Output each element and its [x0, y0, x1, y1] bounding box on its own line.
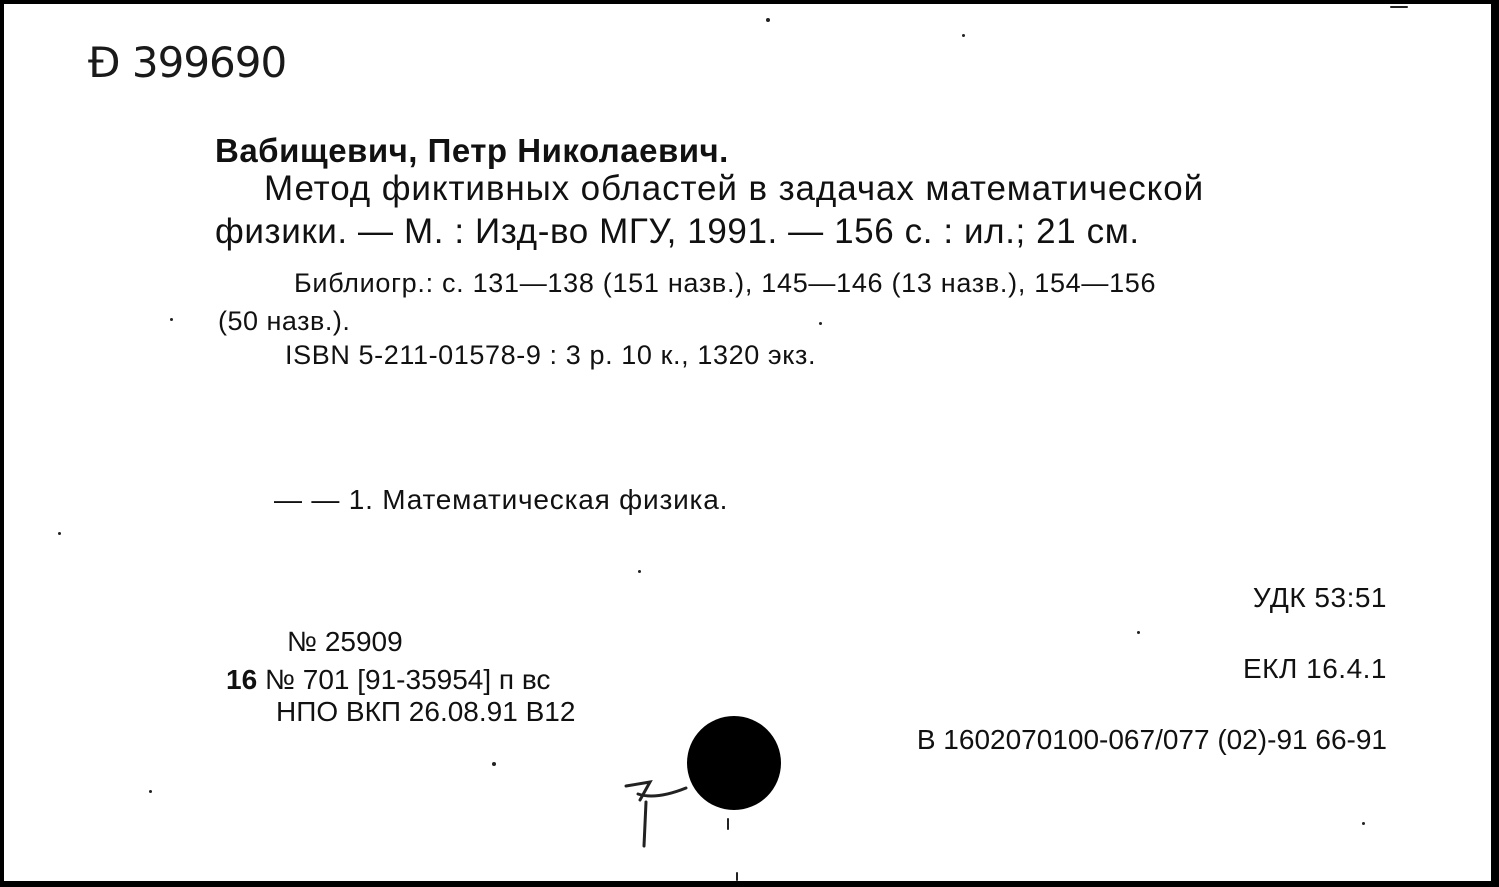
title-line-1: Метод фиктивных областей в задачах математической — [264, 169, 1205, 208]
speck — [727, 818, 729, 830]
speck — [1362, 822, 1365, 825]
udk-code: УДК 53:51 — [1252, 582, 1387, 613]
title-line-2: физики. — М. : Изд-во МГУ, 1991. — 156 с. : ил.; 21 см. — [215, 212, 1140, 251]
speck — [1137, 631, 1140, 634]
card-number-prefix: 16 — [226, 664, 258, 695]
handwritten-catalog-number: Ð 399690 — [88, 38, 287, 87]
speck — [1390, 6, 1408, 8]
speck — [149, 790, 152, 793]
card-number-line-1: № 25909 — [287, 626, 403, 657]
card-number-rest: № 701 [91-35954] п вс — [264, 664, 551, 695]
speck — [736, 872, 738, 881]
order-code: В 1602070100-067/077 (02)-91 66-91 — [916, 724, 1387, 755]
speck — [638, 570, 641, 573]
catalog-card — [4, 4, 1491, 881]
bibliography-note-line-1: Библиогр.: с. 131—138 (151 назв.), 145—146 (13 назв.), 154—156 — [294, 268, 1157, 298]
speck — [766, 18, 770, 22]
bibliography-note-line-2: (50 назв.). — [218, 306, 351, 336]
author-heading: Вабищевич, Петр Николаевич. — [215, 132, 729, 169]
handwritten-mark — [616, 772, 706, 852]
speck — [819, 322, 822, 325]
subject-heading: — — 1. Математическая физика. — [274, 484, 729, 515]
isbn-line: ISBN 5-211-01578-9 : 3 р. 10 к., 1320 экз. — [285, 340, 817, 370]
ekl-code: ЕКЛ 16.4.1 — [1243, 653, 1387, 684]
card-number-line-2 — [226, 664, 550, 696]
speck — [170, 318, 173, 321]
card-number-line-3: НПО ВКП 26.08.91 В12 — [276, 696, 576, 727]
speck — [58, 532, 61, 535]
speck — [492, 762, 496, 766]
speck — [962, 34, 965, 37]
